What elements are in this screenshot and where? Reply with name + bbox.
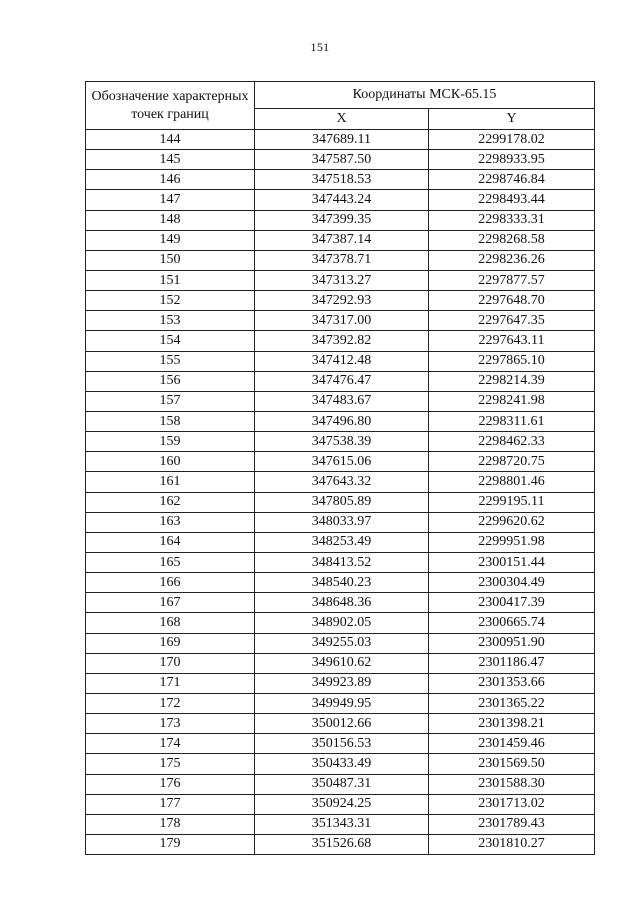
point-cell: 164 [86, 532, 255, 552]
y-cell: 2298720.75 [429, 452, 595, 472]
y-cell: 2301810.27 [429, 834, 595, 854]
y-cell: 2298214.39 [429, 371, 595, 391]
table-row [86, 472, 595, 492]
x-cell: 347443.24 [255, 190, 429, 210]
table-row [86, 351, 595, 371]
point-cell: 156 [86, 371, 255, 391]
table-row [86, 452, 595, 472]
x-cell: 347412.48 [255, 351, 429, 371]
y-cell: 2298933.95 [429, 150, 595, 170]
point-cell: 178 [86, 814, 255, 834]
x-cell: 347587.50 [255, 150, 429, 170]
table-row [86, 532, 595, 552]
point-cell: 161 [86, 472, 255, 492]
table-row [86, 693, 595, 713]
point-cell: 166 [86, 573, 255, 593]
x-cell: 350156.53 [255, 734, 429, 754]
x-cell: 350012.66 [255, 714, 429, 734]
point-cell: 174 [86, 734, 255, 754]
x-cell: 347399.35 [255, 210, 429, 230]
x-cell: 348902.05 [255, 613, 429, 633]
x-cell: 347313.27 [255, 270, 429, 290]
y-cell: 2299951.98 [429, 532, 595, 552]
x-cell: 350433.49 [255, 754, 429, 774]
y-cell: 2297877.57 [429, 270, 595, 290]
table-row [86, 512, 595, 532]
x-cell: 347476.47 [255, 371, 429, 391]
table-row [86, 613, 595, 633]
point-cell: 148 [86, 210, 255, 230]
table-row [86, 230, 595, 250]
table-row [86, 250, 595, 270]
point-cell: 146 [86, 170, 255, 190]
point-cell: 165 [86, 552, 255, 572]
x-cell: 348413.52 [255, 552, 429, 572]
table-row [86, 432, 595, 452]
table-row [86, 814, 595, 834]
table-row [86, 391, 595, 411]
table-row [86, 593, 595, 613]
y-cell: 2300665.74 [429, 613, 595, 633]
table-row [86, 754, 595, 774]
y-cell: 2299178.02 [429, 130, 595, 150]
table-row [86, 150, 595, 170]
x-cell: 348540.23 [255, 573, 429, 593]
table-row [86, 190, 595, 210]
y-cell: 2298268.58 [429, 230, 595, 250]
table-row [86, 573, 595, 593]
x-cell: 351343.31 [255, 814, 429, 834]
y-cell: 2301398.21 [429, 714, 595, 734]
y-cell: 2298493.44 [429, 190, 595, 210]
table-row [86, 774, 595, 794]
table-row [86, 130, 595, 150]
page-number: 151 [310, 40, 330, 54]
header-x: X [255, 109, 429, 130]
table-row [86, 291, 595, 311]
point-cell: 176 [86, 774, 255, 794]
x-cell: 350924.25 [255, 794, 429, 814]
y-cell: 2300417.39 [429, 593, 595, 613]
y-cell: 2297648.70 [429, 291, 595, 311]
point-cell: 152 [86, 291, 255, 311]
y-cell: 2297647.35 [429, 311, 595, 331]
point-cell: 170 [86, 653, 255, 673]
header-y: Y [429, 109, 595, 130]
x-cell: 349949.95 [255, 693, 429, 713]
y-cell: 2298801.46 [429, 472, 595, 492]
table-row [86, 794, 595, 814]
table-row [86, 170, 595, 190]
point-cell: 169 [86, 633, 255, 653]
y-cell: 2299195.11 [429, 492, 595, 512]
point-cell: 175 [86, 754, 255, 774]
table-row [86, 210, 595, 230]
point-cell: 160 [86, 452, 255, 472]
x-cell: 350487.31 [255, 774, 429, 794]
y-cell: 2297643.11 [429, 331, 595, 351]
x-cell: 349923.89 [255, 673, 429, 693]
x-cell: 347292.93 [255, 291, 429, 311]
point-cell: 157 [86, 391, 255, 411]
point-cell: 155 [86, 351, 255, 371]
x-cell: 347392.82 [255, 331, 429, 351]
y-cell: 2301789.43 [429, 814, 595, 834]
point-cell: 177 [86, 794, 255, 814]
y-cell: 2301459.46 [429, 734, 595, 754]
point-cell: 158 [86, 411, 255, 431]
point-cell: 153 [86, 311, 255, 331]
x-cell: 347538.39 [255, 432, 429, 452]
y-cell: 2301588.30 [429, 774, 595, 794]
table-row [86, 834, 595, 854]
point-cell: 168 [86, 613, 255, 633]
table-row [86, 653, 595, 673]
y-cell: 2300151.44 [429, 552, 595, 572]
coordinates-table [85, 81, 595, 855]
y-cell: 2298241.98 [429, 391, 595, 411]
point-cell: 147 [86, 190, 255, 210]
y-cell: 2301569.50 [429, 754, 595, 774]
x-cell: 349255.03 [255, 633, 429, 653]
y-cell: 2301186.47 [429, 653, 595, 673]
table-row [86, 371, 595, 391]
point-cell: 167 [86, 593, 255, 613]
table-header [86, 82, 595, 130]
header-points: Обозначение характерных точек границ [86, 82, 255, 130]
table-row [86, 311, 595, 331]
point-cell: 145 [86, 150, 255, 170]
table-row [86, 673, 595, 693]
y-cell: 2301365.22 [429, 693, 595, 713]
y-cell: 2298236.26 [429, 250, 595, 270]
y-cell: 2298746.84 [429, 170, 595, 190]
point-cell: 149 [86, 230, 255, 250]
point-cell: 154 [86, 331, 255, 351]
y-cell: 2299620.62 [429, 512, 595, 532]
point-cell: 179 [86, 834, 255, 854]
x-cell: 347378.71 [255, 250, 429, 270]
table-body [86, 130, 595, 855]
x-cell: 347643.32 [255, 472, 429, 492]
y-cell: 2301353.66 [429, 673, 595, 693]
point-cell: 163 [86, 512, 255, 532]
x-cell: 351526.68 [255, 834, 429, 854]
y-cell: 2298333.31 [429, 210, 595, 230]
y-cell: 2301713.02 [429, 794, 595, 814]
point-cell: 172 [86, 693, 255, 713]
x-cell: 348033.97 [255, 512, 429, 532]
x-cell: 347387.14 [255, 230, 429, 250]
y-cell: 2300304.49 [429, 573, 595, 593]
x-cell: 347496.80 [255, 411, 429, 431]
x-cell: 347689.11 [255, 130, 429, 150]
x-cell: 347317.00 [255, 311, 429, 331]
point-cell: 171 [86, 673, 255, 693]
y-cell: 2297865.10 [429, 351, 595, 371]
x-cell: 348253.49 [255, 532, 429, 552]
point-cell: 159 [86, 432, 255, 452]
x-cell: 348648.36 [255, 593, 429, 613]
table-row [86, 331, 595, 351]
table-row [86, 714, 595, 734]
header-coordinates: Координаты МСК-65.15 [255, 82, 595, 109]
table-row [86, 270, 595, 290]
table-row [86, 411, 595, 431]
x-cell: 347805.89 [255, 492, 429, 512]
point-cell: 162 [86, 492, 255, 512]
x-cell: 347615.06 [255, 452, 429, 472]
y-cell: 2300951.90 [429, 633, 595, 653]
point-cell: 150 [86, 250, 255, 270]
point-cell: 144 [86, 130, 255, 150]
table-row [86, 734, 595, 754]
table-row [86, 633, 595, 653]
x-cell: 347518.53 [255, 170, 429, 190]
point-cell: 173 [86, 714, 255, 734]
table-row [86, 492, 595, 512]
table-row [86, 552, 595, 572]
y-cell: 2298462.33 [429, 432, 595, 452]
x-cell: 349610.62 [255, 653, 429, 673]
x-cell: 347483.67 [255, 391, 429, 411]
point-cell: 151 [86, 270, 255, 290]
y-cell: 2298311.61 [429, 411, 595, 431]
